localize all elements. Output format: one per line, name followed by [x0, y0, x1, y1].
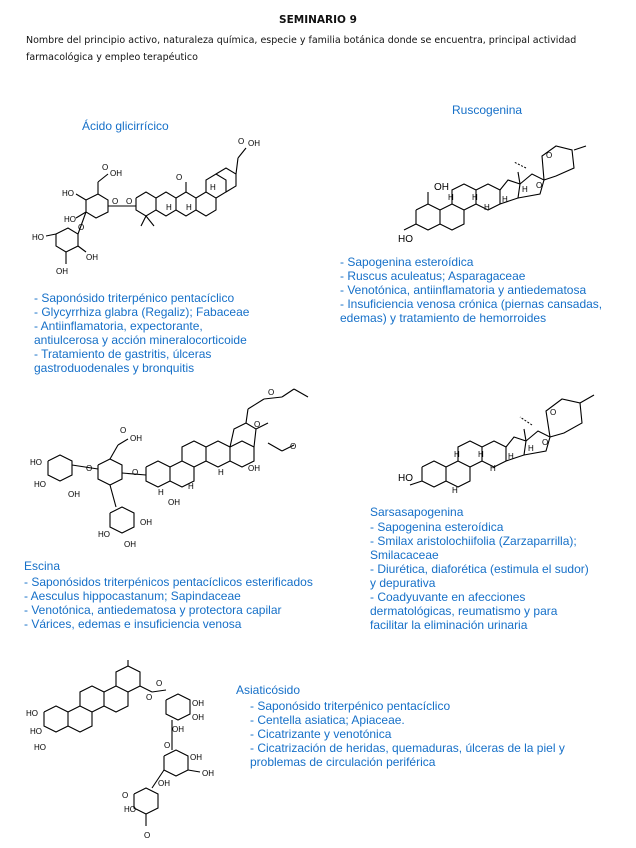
svg-text:OH: OH — [202, 769, 214, 778]
svg-text:OH: OH — [56, 267, 68, 276]
svg-text:HO: HO — [34, 480, 46, 489]
svg-text:H: H — [452, 486, 458, 495]
aescin-structure — [28, 385, 328, 560]
svg-text:O: O — [238, 137, 245, 146]
info-line: - Venotónica, antiedematosa y protectora capilar — [24, 603, 282, 617]
svg-text:OH: OH — [172, 725, 184, 734]
svg-text:H: H — [478, 450, 484, 459]
svg-text:HO: HO — [34, 743, 46, 752]
svg-text:H: H — [490, 464, 496, 473]
svg-text:H: H — [472, 193, 478, 202]
compound-name-ruscogenin: Ruscogenina — [452, 103, 523, 117]
svg-text:O: O — [176, 173, 183, 182]
svg-text:HO: HO — [30, 727, 42, 736]
svg-text:OH: OH — [68, 490, 80, 499]
svg-text:OH: OH — [192, 699, 204, 708]
info-line: facilitar la eliminación urinaria — [370, 618, 528, 632]
svg-text:O: O — [144, 831, 151, 840]
info-line: - Insuficiencia venosa crónica (piernas cansadas, — [340, 297, 603, 311]
page-title: SEMINARIO 9 — [279, 14, 357, 26]
sarsasapogenin-structure — [396, 375, 616, 505]
info-line: - Smilax aristolochiifolia (Zarzaparrilla); — [370, 534, 577, 548]
info-line: edemas) y tratamiento de hemorroides — [340, 311, 547, 325]
svg-text:HO: HO — [64, 215, 76, 224]
svg-text:HO: HO — [398, 234, 413, 245]
compound-name-asiaticoside: Asiaticósido — [236, 683, 301, 697]
svg-text:O: O — [542, 438, 549, 447]
info-line: - Sapogenina esteroídica — [370, 520, 504, 534]
info-line: - Centella asiatica; Apiaceae. — [250, 713, 405, 727]
compound-lines-aescin — [24, 575, 313, 631]
svg-text:HO: HO — [62, 189, 74, 198]
svg-text:O: O — [550, 408, 557, 417]
svg-text:HO: HO — [398, 473, 413, 484]
info-line: - Coadyuvante en afecciones — [370, 590, 526, 604]
ruscogenin-structure — [396, 118, 616, 248]
info-line: antiulcerosa y acción mineralocorticoide — [34, 333, 247, 347]
info-line: - Glycyrrhiza glabra (Regaliz); Fabaceae — [34, 305, 250, 319]
svg-text:HO: HO — [124, 805, 136, 814]
info-line: - Aesculus hippocastanum; Sapindaceae — [24, 589, 241, 603]
info-line: - Sapogenina esteroídica — [340, 255, 474, 269]
svg-text:OH: OH — [248, 139, 260, 148]
svg-text:O: O — [290, 442, 297, 451]
svg-text:H: H — [502, 195, 508, 204]
svg-text:H: H — [188, 482, 194, 491]
svg-text:HO: HO — [98, 530, 110, 539]
svg-text:O: O — [546, 151, 553, 160]
svg-text:OH: OH — [140, 518, 152, 527]
info-line: - Saponósido triterpénico pentacíclico — [250, 699, 451, 713]
svg-text:O: O — [78, 223, 85, 232]
compound-lines-ruscogenin — [340, 255, 602, 325]
info-line: - Diurética, diaforética (estimula el sudor) — [370, 562, 589, 576]
svg-text:HO: HO — [30, 458, 42, 467]
svg-text:H: H — [218, 468, 224, 477]
svg-text:O: O — [146, 693, 153, 702]
compound-name-aescin: Escina — [24, 559, 61, 573]
svg-text:H: H — [528, 444, 534, 453]
compound-lines-glycyrrhizic — [34, 291, 249, 375]
info-line: - Venotónica, antiinflamatoria y antiedematosa — [340, 283, 587, 297]
info-line: - Cicatrizante y venotónica — [250, 727, 392, 741]
svg-text:H: H — [454, 450, 460, 459]
asiaticoside-structure — [24, 660, 234, 840]
info-line: - Antiinflamatoria, expectorante, — [34, 319, 203, 333]
info-line: - Ruscus aculeatus; Asparagaceae — [340, 269, 526, 283]
svg-text:HO: HO — [32, 233, 44, 242]
svg-text:H: H — [508, 452, 514, 461]
compound-lines-sarsasapogenin — [370, 520, 589, 632]
svg-text:H: H — [522, 185, 528, 194]
svg-text:O: O — [156, 679, 163, 688]
svg-text:OH: OH — [434, 182, 449, 193]
svg-text:O: O — [164, 741, 171, 750]
compound-lines-asiaticoside — [250, 699, 565, 769]
svg-text:OH: OH — [192, 713, 204, 722]
glycyrrhizic-acid-structure — [26, 130, 276, 280]
svg-text:OH: OH — [190, 753, 202, 762]
info-line: gastroduodenales y bronquitis — [34, 361, 195, 375]
info-line: - Saponósidos triterpénicos pentacíclicos esterificados — [24, 575, 313, 589]
info-line: dermatológicas, reumatismo y para — [370, 604, 558, 618]
svg-text:O: O — [254, 420, 261, 429]
svg-text:OH: OH — [168, 498, 180, 507]
svg-text:O: O — [122, 791, 129, 800]
compound-name-glycyrrhizic: Ácido glicirrícico — [82, 119, 169, 133]
info-line: problemas de circulación periférica — [250, 755, 436, 769]
svg-text:H: H — [484, 203, 490, 212]
info-line: - Várices, edemas e insuficiencia venosa — [24, 617, 242, 631]
svg-text:O: O — [102, 163, 109, 172]
svg-text:H: H — [166, 203, 172, 212]
svg-text:H: H — [210, 183, 216, 192]
info-line: - Saponósido triterpénico pentacíclico — [34, 291, 235, 305]
svg-text:OH: OH — [86, 253, 98, 262]
svg-text:O: O — [536, 181, 543, 190]
svg-text:O: O — [126, 197, 133, 206]
svg-text:O: O — [112, 197, 119, 206]
intro-text: Nombre del principio activo, naturaleza química, especie y familia botánica donde se encuentra, principal actividad farmacológica y empleo terapéutico — [26, 35, 577, 63]
svg-text:HO: HO — [26, 709, 38, 718]
compound-name-sarsasapogenin: Sarsasapogenina — [370, 505, 464, 519]
svg-text:OH: OH — [248, 464, 260, 473]
svg-text:H: H — [186, 203, 192, 212]
info-line: - Cicatrización de heridas, quemaduras, úlceras de la piel y — [250, 741, 565, 755]
info-line: - Tratamiento de gastritis, úlceras — [34, 347, 212, 361]
info-line: Smilacaceae — [370, 548, 439, 562]
svg-text:OH: OH — [158, 779, 170, 788]
svg-text:OH: OH — [124, 540, 136, 549]
svg-text:H: H — [448, 193, 454, 202]
info-line: y depurativa — [370, 576, 436, 590]
svg-text:O: O — [120, 426, 127, 435]
svg-text:OH: OH — [130, 434, 142, 443]
svg-text:O: O — [86, 464, 93, 473]
svg-text:H: H — [158, 488, 164, 497]
svg-text:O: O — [132, 468, 139, 477]
svg-text:O: O — [268, 388, 275, 397]
svg-text:OH: OH — [110, 169, 122, 178]
